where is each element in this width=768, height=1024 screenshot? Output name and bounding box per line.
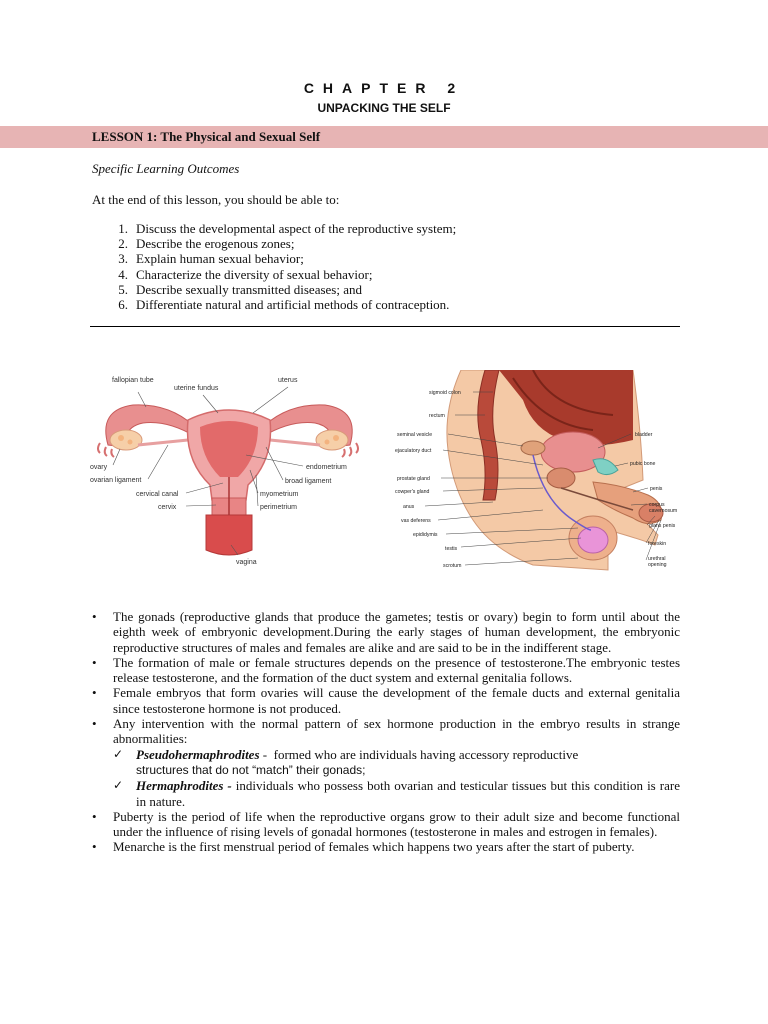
list-item: [92, 236, 456, 251]
bullet-text: The formation of male or female structures depends on the presence of testosterone.The embryonic testes release testosterone, and the formation of the duct system and external genitalia follows.: [113, 654, 680, 686]
item-number: 5.: [118, 281, 128, 297]
label-myometrium: myometrium: [260, 491, 299, 498]
label-cervical-canal: cervical canal: [136, 491, 179, 498]
bullet-icon: •: [92, 808, 97, 824]
sub-item: [113, 778, 680, 809]
term-hermaphrodites: Hermaphrodites -: [136, 778, 232, 794]
bullet-text: Puberty is the period of life when the reproductive organs grow to their adult size and become functional under the influence of rising levels of gonadal hormones (testosterone in males and estrogen in females).: [113, 808, 680, 840]
list-item: [92, 267, 456, 282]
term-separator: -: [259, 746, 268, 762]
label-scrotum: scrotum: [443, 563, 462, 569]
checkmark-icon: ✓: [113, 778, 124, 793]
label-pubic-bone: pubic bone: [630, 461, 656, 467]
label-bladder: bladder: [635, 432, 653, 438]
item-text: Differentiate natural and artificial methods of contraception.: [136, 297, 450, 313]
label-foreskin: foreskin: [648, 541, 667, 547]
bullet-item: [92, 609, 680, 655]
male-reproductive-diagram: [393, 370, 683, 575]
list-item: [92, 221, 456, 236]
sub-list: [113, 747, 680, 809]
outcomes-heading: Specific Learning Outcomes: [92, 161, 240, 176]
bullet-text: Female embryos that form ovaries will cause the development of the female ducts and external genitalia since testosterone hormone is not produced.: [113, 685, 680, 716]
item-text: Discuss the developmental aspect of the reproductive system;: [136, 221, 457, 236]
label-epididymis: epididymis: [413, 532, 438, 538]
sub-item: [113, 747, 680, 779]
label-rectum: rectum: [429, 413, 445, 419]
term-pseudohermaphrodites: Pseudohermaphrodites: [136, 746, 260, 762]
label-perimetrium: perimetrium: [260, 504, 297, 511]
item-number: 1.: [118, 221, 128, 236]
label-urethral-opening-2: opening: [648, 562, 667, 568]
bullet-item: [92, 839, 680, 854]
bullet-list: [92, 609, 680, 855]
label-uterine-fundus: uterine fundus: [174, 385, 219, 392]
bullet-icon: •: [92, 654, 97, 670]
item-text: Describe the erogenous zones;: [136, 236, 295, 252]
section-divider: [90, 326, 680, 327]
item-number: 2.: [118, 236, 128, 252]
bullet-text: Menarche is the first menstrual period of females which happens two years after the start of puberty.: [113, 839, 635, 855]
bullet-icon: •: [92, 839, 97, 855]
label-cowpers-gland: cowper's gland: [395, 489, 430, 495]
label-uterus: uterus: [278, 377, 298, 384]
list-item: [92, 282, 456, 297]
label-endometrium: endometrium: [306, 464, 347, 471]
intro-text: At the end of this lesson, you should be able to:: [92, 192, 340, 207]
bullet-item: [92, 809, 680, 840]
label-sigmoid-colon: sigmoid colon: [429, 390, 461, 396]
label-fallopian-tube: fallopian tube: [112, 377, 154, 384]
sub-text: formed who are individuals having accessory reproductive: [267, 746, 579, 762]
chapter-heading: CHAPTER 2: [303, 80, 465, 96]
label-vas-deferens: vas deferens: [401, 518, 431, 524]
sub-text: individuals who possess both ovarian and testicular tissues but this condition is rare in nature.: [136, 778, 680, 809]
checkmark-icon: ✓: [113, 746, 124, 761]
label-broad-ligament: broad ligament: [285, 478, 332, 485]
item-text: Characterize the diversity of sexual behavior;: [136, 266, 373, 282]
label-cervix: cervix: [158, 504, 177, 511]
label-penis: penis: [650, 486, 663, 492]
bullet-icon: •: [92, 609, 97, 624]
label-prostate-gland: prostate gland: [397, 476, 430, 482]
bullet-text: The gonads (reproductive glands that produce the gametes; testis or ovary) begin to form until about the eighth week of embryonic development.During the early stages of human development, the embryonic reproductive structures of males and females are alike and are said to be in the indifferent stage.: [113, 609, 680, 655]
bullet-item: [92, 716, 680, 809]
label-glans-penis: glans penis: [649, 523, 676, 529]
item-number: 6.: [118, 297, 128, 313]
lesson-banner: [0, 126, 768, 148]
item-text: Explain human sexual behavior;: [136, 251, 304, 267]
item-number: 3.: [118, 251, 128, 267]
bullet-item: [92, 655, 680, 686]
bullet-item: [92, 685, 680, 716]
bullet-text: Any intervention with the normal pattern of sex hormone production in the embryo results in strange abnormalities:: [113, 716, 680, 747]
objectives-list: [92, 221, 456, 312]
label-urethral-opening-1: urethral: [648, 556, 666, 562]
item-text: Describe sexually transmitted diseases; and: [136, 281, 362, 297]
label-vagina: vagina: [236, 559, 257, 566]
bullet-icon: •: [92, 685, 97, 701]
chapter-subtitle: UNPACKING THE SELF: [317, 101, 451, 115]
label-ovary: ovary: [90, 464, 108, 471]
label-anus: anus: [403, 504, 415, 510]
bullet-icon: •: [92, 716, 97, 732]
label-corpus-cavernosum-2: cavernosum: [649, 508, 678, 514]
sub-text-continuation: structures that do not “match” their gonads;: [136, 762, 366, 777]
list-item: [92, 297, 456, 312]
label-corpus-cavernosum-1: corpus: [649, 502, 665, 508]
label-testis: testis: [445, 546, 458, 552]
list-item: [92, 251, 456, 266]
lesson-title: LESSON 1: The Physical and Sexual Self: [92, 129, 321, 144]
label-seminal-vesicle: seminal vesicle: [397, 432, 433, 438]
label-ovarian-ligament: ovarian ligament: [90, 477, 142, 484]
item-number: 4.: [118, 266, 128, 282]
label-ejaculatory-duct: ejaculatory duct: [395, 448, 432, 454]
female-reproductive-diagram: [88, 365, 363, 570]
